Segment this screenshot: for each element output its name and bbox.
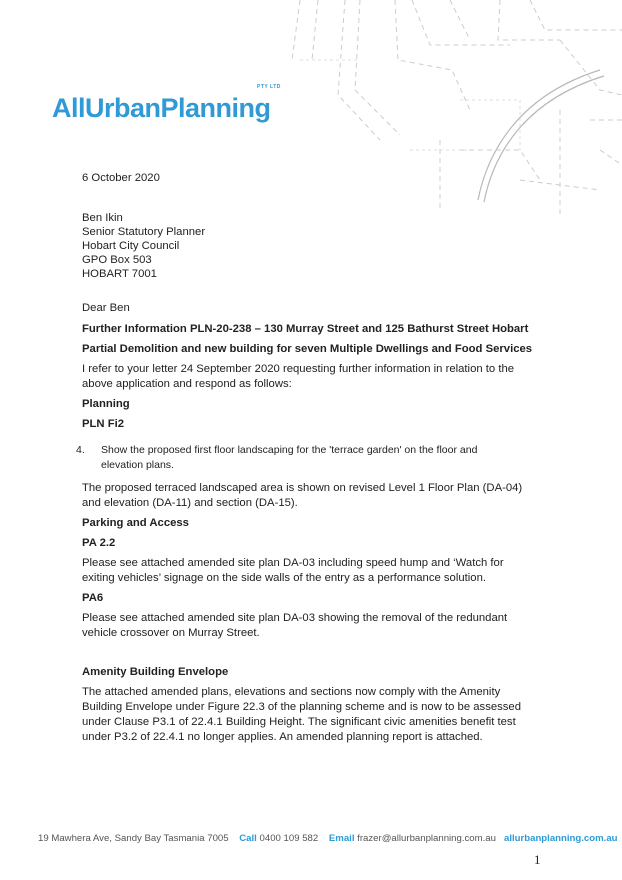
section-heading-planning: Planning (82, 398, 130, 410)
subheading-pln-fi2: PLN Fi2 (82, 418, 125, 430)
recipient-title: Senior Statutory Planner (82, 226, 206, 238)
footer-contact (38, 833, 618, 844)
letter-subheading: Partial Demolition and new building for seven Multiple Dwellings and Food Services (82, 343, 533, 355)
quoted-request-number: 4. (76, 444, 85, 456)
page-number: 1 (534, 852, 541, 867)
footer-website-link[interactable]: allurbanplanning.com.au (503, 833, 618, 844)
quoted-request (76, 443, 496, 475)
logo-text: AllUrbanPlanning (52, 93, 271, 123)
letter-heading: Further Information PLN-20-238 – 130 Murray Street and 125 Bathurst Street Hobart (82, 323, 529, 335)
section-heading-amenity: Amenity Building Envelope (82, 666, 229, 678)
logo-suffix: PTY LTD (257, 84, 281, 90)
response-pln-fi2: The proposed terraced landscaped area is shown on revised Level 1 Floor Plan (DA-04) and elevation (DA-11) and section (DA-15). (82, 482, 523, 509)
response-pa6: Please see attached amended site plan DA-03 showing the removal of the redundant vehicle crossover on Murray Street. (82, 612, 508, 639)
response-pa-2-2: Please see attached amended site plan DA-03 including speed hump and ‘Watch for exiting vehicles’ signage on the side walls of the entry as a performance solution. (82, 557, 504, 584)
footer-call-label: Call (239, 833, 257, 844)
recipient-po-box: GPO Box 503 (82, 254, 152, 266)
subheading-pa-2-2: PA 2.2 (82, 537, 116, 549)
letter-date: 6 October 2020 (82, 172, 160, 184)
subheading-pa6: PA6 (82, 592, 104, 604)
footer-email-label: Email (328, 833, 355, 844)
footer-phone[interactable]: 0400 109 582 (259, 833, 319, 844)
footer-address: 19 Mawhera Ave, Sandy Bay Tasmania 7005 (38, 833, 229, 844)
recipient-city: HOBART 7001 (82, 268, 157, 280)
intro-paragraph: I refer to your letter 24 September 2020 requesting further information in relation to the above application and respond as follows: (82, 363, 515, 390)
footer-email[interactable]: frazer@allurbanplanning.com.au (357, 833, 496, 844)
recipient-name: Ben Ikin (82, 212, 123, 224)
response-amenity: The attached amended plans, elevations and sections now comply with the Amenity Building Envelope under Figure 22.3 of the planning scheme and is now to be assessed under Clause P3.1 of 22.4.1 Building Height. The significant civic amenities benefit test under P3.2 of 22.4.1 no longer applies. An amended planning report is attached. (82, 686, 521, 743)
section-heading-parking: Parking and Access (82, 517, 189, 529)
quoted-request-text: Show the proposed first floor landscaping for the 'terrace garden' on the floor and elevation plans. (101, 444, 478, 471)
recipient-organisation: Hobart City Council (82, 240, 180, 252)
company-logo (52, 84, 281, 124)
salutation: Dear Ben (82, 302, 130, 314)
